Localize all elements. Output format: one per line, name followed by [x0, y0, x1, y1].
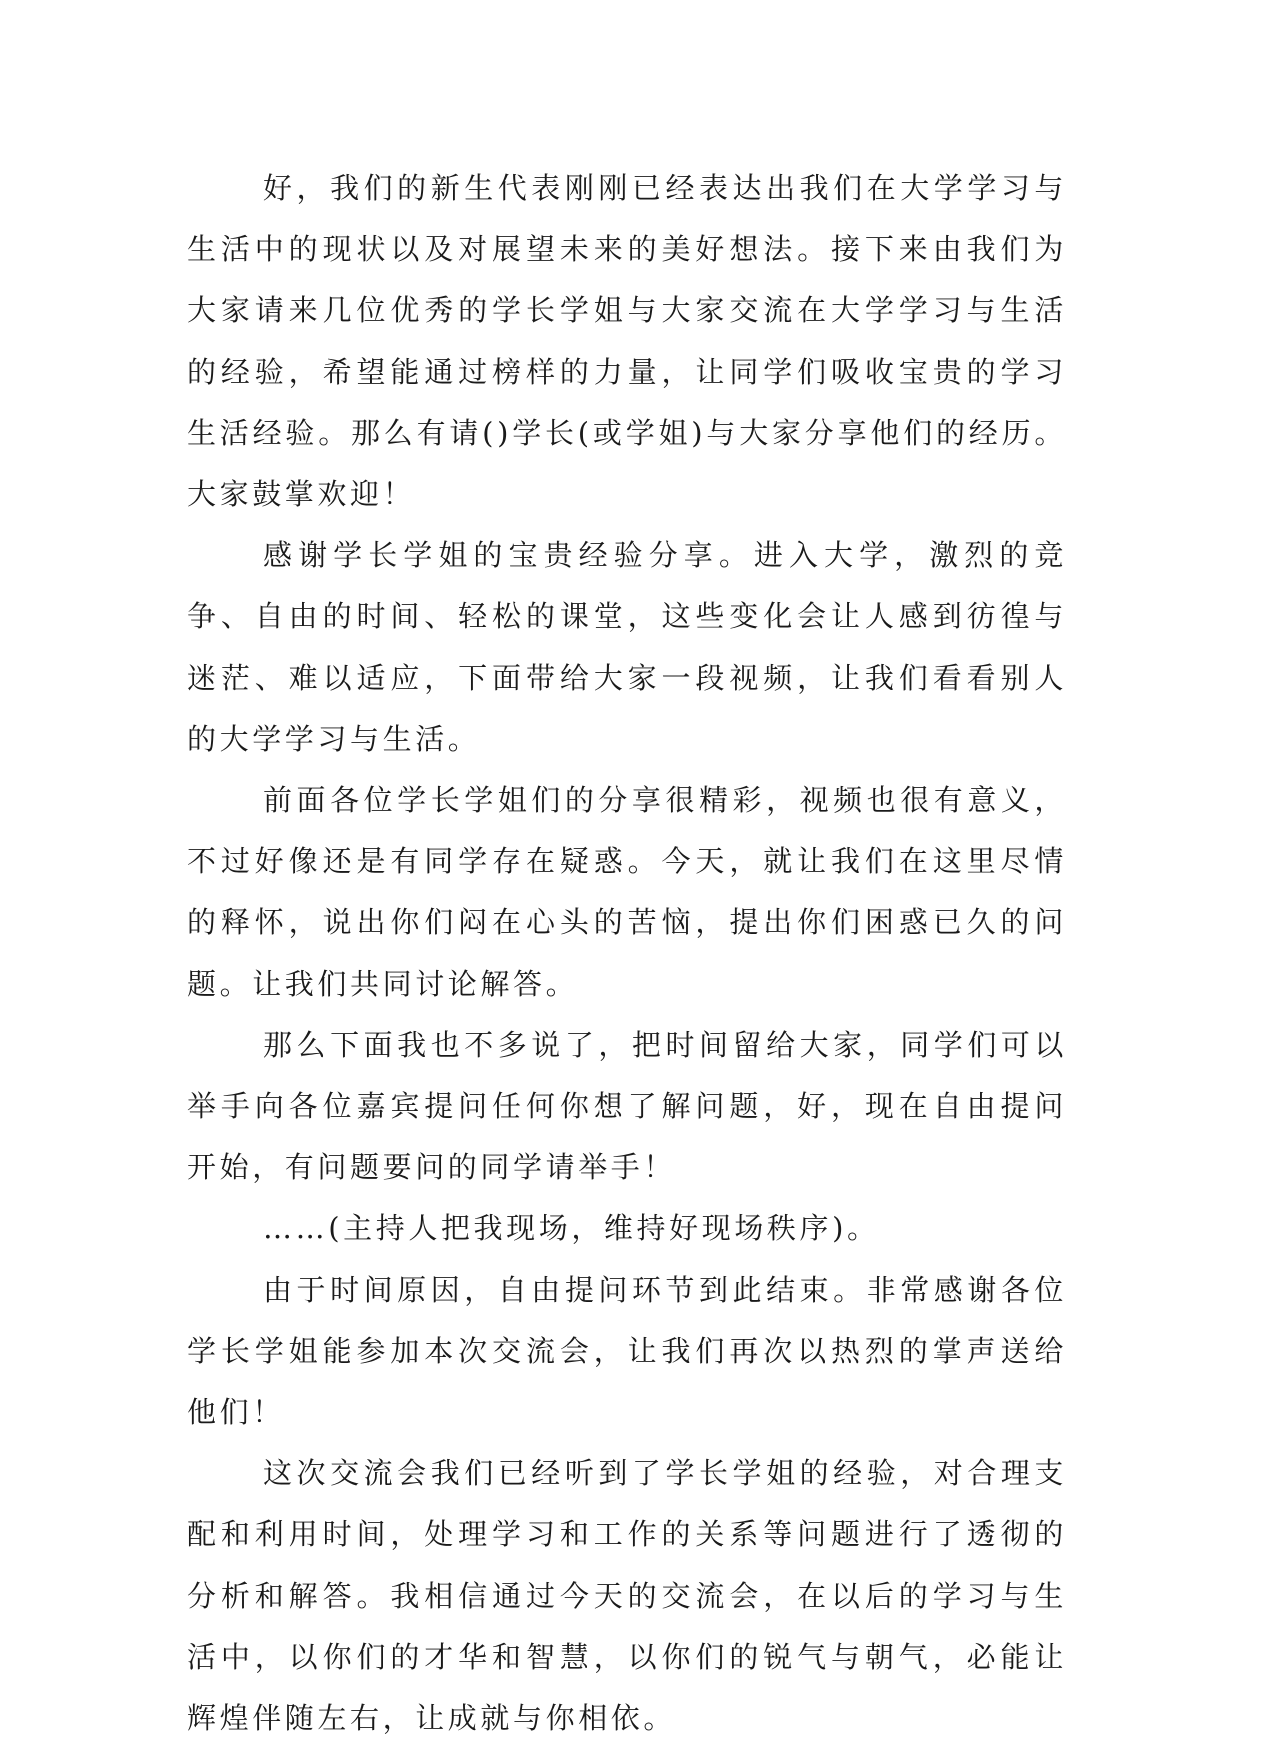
paragraph-5: ……(主持人把我现场，维持好现场秩序)。 — [263, 1211, 880, 1246]
paragraph-2: 感谢学长学姐的宝贵经验分享。进入大学，激烈的竞争、自由的时间、轻松的课堂，这些变化会让人感到彷徨与迷茫、难以适应，下面带给大家一段视频，让我们看看别人的大学学习与生活。 — [187, 538, 1067, 756]
paragraph-1: 好，我们的新生代表刚刚已经表达出我们在大学学习与生活中的现状以及对展望未来的美好想法。接下来由我们为大家请来几位优秀的学长学姐与大家交流在大学学习与生活的经验，希望能通过榜样的力量，让同学们吸收宝贵的学习生活经验。那么有请()学长(或学姐)与大家分享他们的经历。大家鼓掌欢迎！ — [187, 171, 1067, 512]
paragraph-4: 那么下面我也不多说了，把时间留给大家，同学们可以举手向各位嘉宾提问任何你想了解问题，好，现在自由提问开始，有问题要问的同学请举手！ — [187, 1027, 1067, 1185]
paragraph-7: 这次交流会我们已经听到了学长学姐的经验，对合理支配和利用时间，处理学习和工作的关系等问题进行了透彻的分析和解答。我相信通过今天的交流会，在以后的学习与生活中，以你们的才华和智慧，以你们的锐气与朝气，必能让辉煌伴随左右，让成就与你相依。 — [187, 1456, 1067, 1736]
paragraph-3: 前面各位学长学姐们的分享很精彩，视频也很有意义，不过好像还是有同学存在疑惑。今天，就让我们在这里尽情的释怀，说出你们闷在心头的苦恼，提出你们困惑已久的问题。让我们共同讨论解答。 — [187, 783, 1067, 1001]
paragraph-6: 由于时间原因，自由提问环节到此结束。非常感谢各位学长学姐能参加本次交流会，让我们再次以热烈的掌声送给他们！ — [187, 1272, 1067, 1430]
document-body — [187, 158, 1067, 1749]
